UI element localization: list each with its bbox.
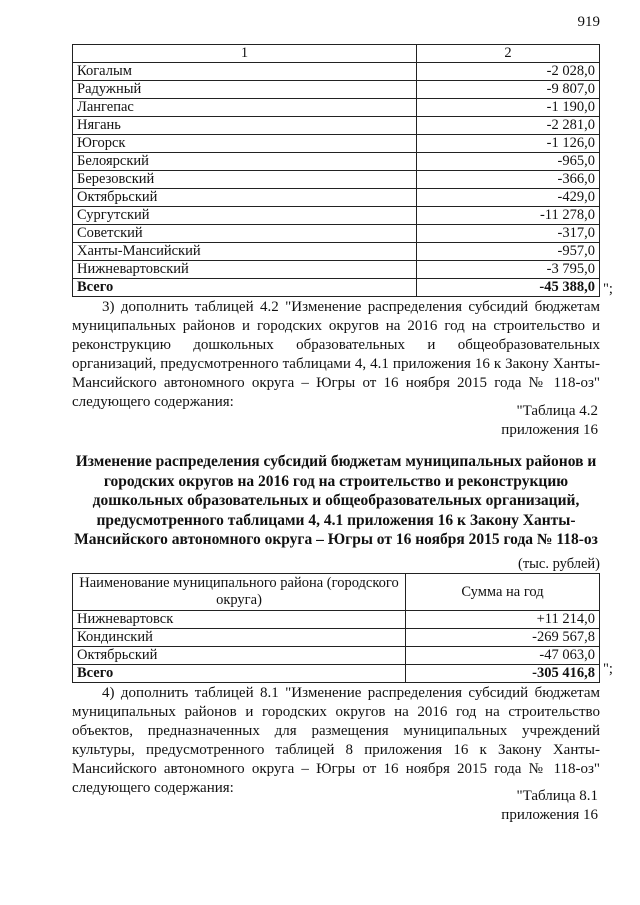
table-row (73, 171, 600, 189)
table-row (73, 225, 600, 243)
allocation-table-continued (72, 44, 600, 297)
municipality-name: Октябрьский (73, 189, 417, 207)
note-line: приложения 16 (501, 807, 598, 823)
amount: -1 126,0 (417, 135, 600, 153)
paragraph-item-3 (72, 298, 600, 412)
amount: -2 028,0 (417, 63, 600, 81)
amount: -1 190,0 (417, 99, 600, 117)
municipality-name: Нижневартовский (73, 261, 417, 279)
table-caption-note (501, 787, 598, 825)
column-number-2: 2 (417, 45, 600, 63)
table-row (73, 99, 600, 117)
municipality-name: Советский (73, 225, 417, 243)
table-total-row (73, 279, 600, 297)
column-number-1: 1 (73, 45, 417, 63)
paragraph-text: 4) дополнить таблицей 8.1 "Изменение распределения субсидий бюджетам муниципальных районов и городских округов на 2016 год на строительство объектов, предназначенных для размещения муниципальных учреждений культуры, предусмотренного таблицей 8 приложения 16 к Закону Ханты-Мансийского автономного округа – Югры от 16 ноября 2015 года № 118-оз" следующего содержания: (72, 685, 600, 796)
table-row (73, 63, 600, 81)
amount: -269 567,8 (406, 629, 600, 647)
amount: -2 281,0 (417, 117, 600, 135)
amount: -366,0 (417, 171, 600, 189)
amount: -965,0 (417, 153, 600, 171)
amount: -957,0 (417, 243, 600, 261)
amount: -317,0 (417, 225, 600, 243)
paragraph-text: 3) дополнить таблицей 4.2 "Изменение распределения субсидий бюджетам муниципальных районов и городских округов на 2016 год на строительство и реконструкцию дошкольных образовательных и общеобразовательных организаций, предусмотренного таблицами 4, 4.1 приложения 16 к Закону Ханты-Мансийского автономного округа – Югры от 16 ноября 2015 года № 118-оз" следующего содержания: (72, 299, 600, 410)
municipality-name: Ханты-Мансийский (73, 243, 417, 261)
table-row (73, 207, 600, 225)
amount: -3 795,0 (417, 261, 600, 279)
table-row (73, 611, 600, 629)
table-caption-note (501, 402, 598, 440)
total-value: -305 416,8 (406, 665, 600, 683)
table-title: Изменение распределения субсидий бюджетам муниципальных районов и городских округов на 2016 год на строительство и реконструкцию дошкольных образовательных и общеобразовательных организаций, предусмотренного таблицами 4, 4.1 приложения 16 к Закону Ханты-Мансийского автономного округа – Югры от 16 ноября 2015 года № 118-оз (74, 453, 598, 548)
paragraph-item-4 (72, 684, 600, 798)
table-header-row (73, 45, 600, 63)
table-row (73, 261, 600, 279)
table-row (73, 117, 600, 135)
amount: -429,0 (417, 189, 600, 207)
note-line: "Таблица 4.2 (516, 403, 598, 419)
municipality-name: Октябрьский (73, 647, 406, 665)
municipality-name: Радужный (73, 81, 417, 99)
municipality-name: Нижневартовск (73, 611, 406, 629)
column-header-amount: Сумма на год (406, 574, 600, 611)
table-row (73, 243, 600, 261)
table-row (73, 81, 600, 99)
table-row (73, 629, 600, 647)
closing-quote: "; (603, 661, 613, 677)
total-value: -45 388,0 (417, 279, 600, 297)
note-line: приложения 16 (501, 422, 598, 438)
amount: -9 807,0 (417, 81, 600, 99)
municipality-name: Лангепас (73, 99, 417, 117)
amount: +11 214,0 (406, 611, 600, 629)
municipality-name: Кондинский (73, 629, 406, 647)
table-header-row (73, 574, 600, 611)
amount: -47 063,0 (406, 647, 600, 665)
closing-quote: "; (603, 281, 613, 297)
table-row (73, 189, 600, 207)
total-label: Всего (73, 665, 406, 683)
units-label: (тыс. рублей) (518, 556, 600, 572)
amount: -11 278,0 (417, 207, 600, 225)
municipality-name: Сургутский (73, 207, 417, 225)
municipality-name: Белоярский (73, 153, 417, 171)
column-header-municipality: Наименование муниципального района (городского округа) (73, 574, 406, 611)
table-total-row (73, 665, 600, 683)
page-number: 919 (577, 14, 600, 30)
municipality-name: Югорск (73, 135, 417, 153)
total-label: Всего (73, 279, 417, 297)
allocation-table-4-2 (72, 573, 600, 683)
note-line: "Таблица 8.1 (516, 788, 598, 804)
municipality-name: Березовский (73, 171, 417, 189)
municipality-name: Нягань (73, 117, 417, 135)
table-row (73, 647, 600, 665)
table-row (73, 135, 600, 153)
municipality-name: Когалым (73, 63, 417, 81)
table-row (73, 153, 600, 171)
